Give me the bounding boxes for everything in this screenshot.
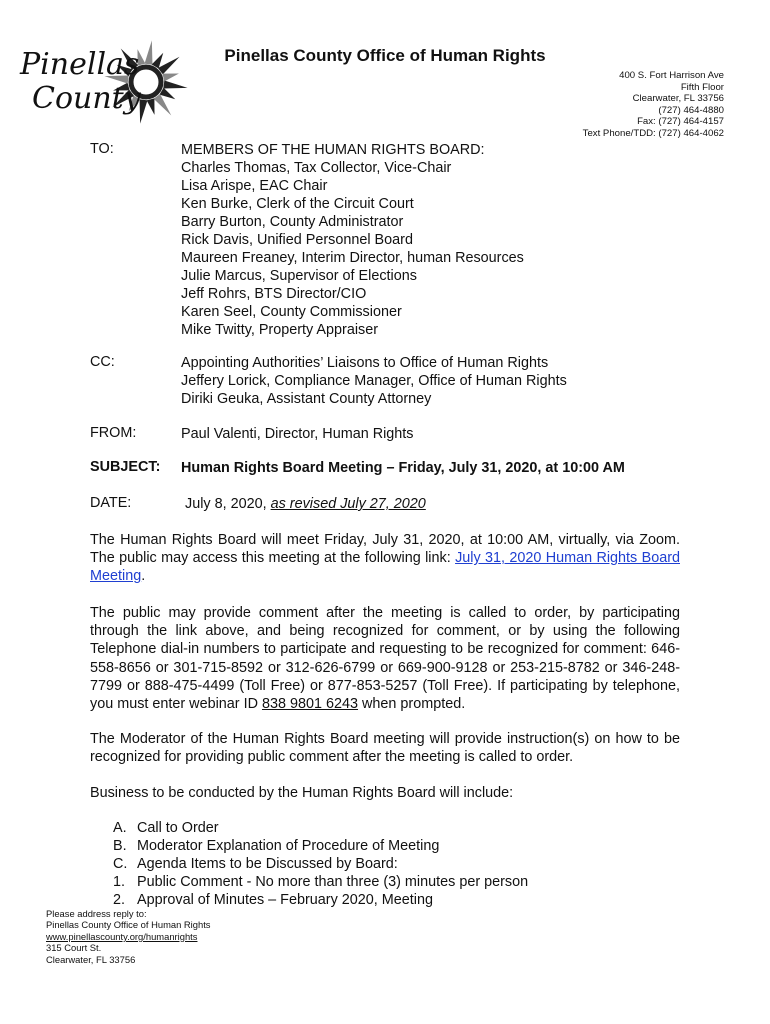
cc-line: Jeffery Lorick, Compliance Manager, Office of Human Rights [181, 373, 567, 389]
p1-end: . [141, 568, 146, 585]
reply-label: Please address reply to: [46, 908, 147, 919]
recipient-line: Julie Marcus, Supervisor of Elections [181, 268, 417, 284]
p2-text: The public may provide comment after the meeting is called to order, by participating through the link above, and being recognized for comment, or by using the following Telephone dial-in numbers to participate and requesting to be recognized for comment: 646-558-8656 or 301-715-8592 or 312-626-6799 or 669-900-9128 or 253-215-8782 or 346-248-7799 or 888-475-4499 (Toll Free) or 877-853-5257 (Toll Free). If participating by telephone, you must enter webinar ID [90, 605, 680, 713]
reply-office: Pinellas County Office of Human Rights [46, 919, 211, 931]
reply-city: Clearwater, FL 33756 [46, 953, 136, 965]
recipient-line: Jeff Rohrs, BTS Director/CIO [181, 286, 367, 302]
address-line: 400 S. Fort Harrison Ave [619, 70, 724, 81]
agenda-text: Approval of Minutes – February 2020, Meeting [137, 892, 433, 908]
date-value [185, 495, 426, 513]
agenda-item [113, 819, 528, 837]
agenda-list [113, 819, 528, 909]
agenda-marker: 1. [113, 874, 126, 890]
recipient-line: Rick Davis, Unified Personnel Board [181, 232, 413, 248]
reply-street: 315 Court St. [46, 942, 102, 954]
agenda-item [113, 891, 528, 909]
agenda-marker: C. [113, 856, 128, 872]
recipient-line: Barry Burton, County Administrator [181, 214, 404, 230]
paragraph-business: Business to be conducted by the Human Rights Board will include: [90, 785, 514, 801]
meeting-link[interactable]: July 31, 2020 Human Rights Board Meeting [90, 550, 680, 585]
address-line: Fifth Floor [680, 81, 724, 93]
paragraph-meeting-info [90, 531, 680, 586]
sun-logo-icon [18, 26, 188, 136]
office-address [464, 70, 724, 140]
org-title: Pinellas County Office of Human Rights [224, 46, 546, 65]
p2-end: when prompted. [358, 696, 466, 713]
svg-text:County: County [32, 81, 141, 116]
recipient-line: Charles Thomas, Tax Collector, Vice-Chair [181, 160, 452, 176]
agenda-item [113, 837, 528, 855]
phone-line: (727) 464-4880 [658, 104, 724, 116]
fax-line: Fax: (727) 464-4157 [637, 116, 724, 128]
recipient-line: Maureen Freaney, Interim Director, human Resources [181, 250, 524, 266]
agenda-text: Agenda Items to be Discussed by Board: [137, 856, 398, 872]
recipient-line: Lisa Arispe, EAC Chair [181, 178, 328, 194]
recipient-line: Ken Burke, Clerk of the Circuit Court [181, 196, 414, 212]
subject-value: Human Rights Board Meeting – Friday, July 31, 2020, at 10:00 AM [181, 460, 625, 476]
cc-line: Diriki Geuka, Assistant County Attorney [181, 391, 432, 407]
agenda-text: Moderator Explanation of Procedure of Meeting [137, 838, 440, 854]
date-text: July 8, 2020, [185, 496, 271, 512]
recipient-line: Karen Seel, County Commissioner [181, 304, 402, 320]
from-label: FROM: [90, 425, 137, 441]
recipient-line: Mike Twitty, Property Appraiser [181, 322, 379, 338]
cc-recipients [181, 354, 567, 408]
to-recipients [181, 141, 524, 339]
agenda-text: Public Comment - No more than three (3) minutes per person [137, 874, 529, 890]
p1-text: The Human Rights Board will meet Friday, July 31, 2020, at 10:00 AM, virtually, via Zoom. The public may access this meeting at the following link: [90, 532, 680, 567]
cc-line: Appointing Authorities’ Liaisons to Office of Human Rights [181, 355, 549, 371]
date-revised: as revised July 27, 2020 [270, 496, 426, 512]
pinellas-county-logo [18, 26, 188, 136]
cc-label: CC: [90, 354, 115, 370]
paragraph-moderator: The Moderator of the Human Rights Board meeting will provide instruction(s) on how to be recognized for providing public comment after the meeting is called to order. [90, 731, 680, 766]
website-link[interactable]: www.pinellascounty.org/humanrights [46, 930, 198, 942]
subject-label: SUBJECT: [90, 459, 161, 475]
svg-text:Pinellas: Pinellas [20, 47, 140, 82]
date-label: DATE: [90, 495, 132, 511]
from-value: Paul Valenti, Director, Human Rights [181, 426, 414, 442]
paragraph-public-comment [90, 604, 680, 713]
agenda-text: Call to Order [137, 820, 219, 836]
recipient-line: MEMBERS OF THE HUMAN RIGHTS BOARD: [181, 142, 485, 158]
agenda-marker: B. [113, 838, 127, 854]
agenda-marker: 2. [113, 892, 126, 908]
agenda-item [113, 873, 528, 891]
tdd-line: Text Phone/TDD: (727) 464-4062 [582, 127, 724, 139]
reply-address [46, 908, 211, 965]
to-label: TO: [90, 141, 114, 157]
webinar-id: 838 9801 6243 [261, 696, 359, 713]
agenda-item [113, 855, 528, 873]
address-line: Clearwater, FL 33756 [632, 93, 724, 105]
agenda-marker: A. [113, 820, 127, 836]
